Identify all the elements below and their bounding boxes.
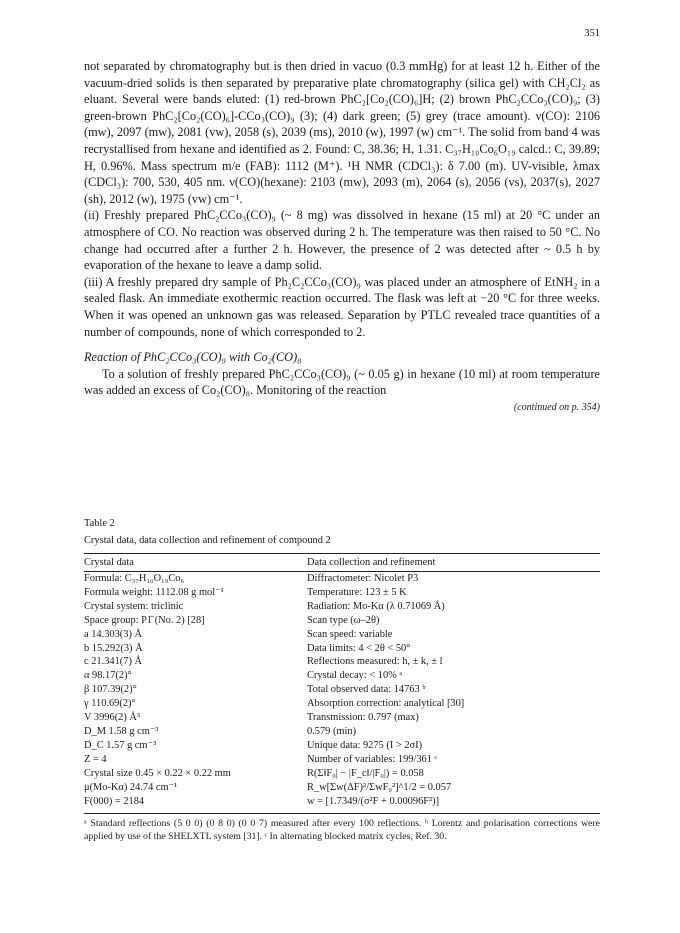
data-collection-cell: Crystal decay: < 10% ᵃ: [307, 670, 403, 682]
data-collection-cell: Number of variables: 199/361 ᶜ: [307, 753, 438, 765]
table-row: [84, 725, 600, 739]
header-data-collection: Data collection and refinement: [307, 554, 600, 572]
data-collection-cell: 0.579 (min): [307, 725, 357, 737]
data-collection-cell: R(Σ‖F₀| − |F_c‖/|F₀|) = 0.058: [307, 767, 424, 779]
crystal-data-cell: Z = 4: [84, 753, 107, 765]
crystal-data-cell: α 98.17(2)°: [84, 670, 132, 682]
crystal-data-cell: D_C 1.57 g cm⁻³: [84, 739, 157, 751]
crystal-data-cell: γ 110.69(2)°: [84, 698, 136, 710]
crystal-data-cell: μ(Mo-Kα) 24.74 cm⁻¹: [84, 781, 178, 793]
crystal-data-cell: Crystal system: triclinic: [84, 600, 184, 612]
continued-note: (continued on p. 354): [513, 401, 600, 413]
table-row: [84, 781, 600, 795]
table-caption: Crystal data, data collection and refinement of compound 2: [84, 535, 331, 546]
table-row: [84, 753, 600, 767]
table-row: [84, 711, 600, 725]
data-collection-cell: Unique data: 9275 (I > 2σI): [307, 739, 423, 751]
data-collection-cell: Reflections measured: h, ± k, ± l: [307, 656, 443, 668]
crystal-data-cell: β 107.39(2)°: [84, 684, 137, 696]
data-collection-cell: Absorption correction: analytical [30]: [307, 698, 465, 710]
table-row: [84, 739, 600, 753]
data-collection-cell: Diffractometer: Nicolet P3: [307, 573, 419, 584]
crystal-data-table: [84, 553, 600, 811]
paragraph-1: not separated by chromatography but is then dried in vacuo (0.3 mmHg) for at least 12 h. Either of the vacuum-dried solids is then separated by preparative plate chromatography (silica gel) with CH₂Cl₂ as eluant. Several were bands eluted: (1) red-brown PhC₂[Co₂(CO)₆]H; (2) brown PhC₂CCo₃(CO)₉; (3) green-brown PhC₂[Co₂(CO)₆]-CCo₃(CO)₉ (3); (4) dark green; (5) grey (trace amount). ν(CO): 2106 (mw), 2097 (mw), 2081 (vw), 2058 (s), 2039 (ms), 2010 (w), 1997 (w) cm⁻¹. The solid from band 4 was recrystallised from hexane and identified as 2. Found: C, 38.36; H, 1.31. C₃₇H₁₀Co₆O₁₉ calcd.: C, 39.89; H, 0.96%. Mass spectrum m/e (FAB): 1112 (M⁺). ¹H NMR (CDCl₃): δ 7.00 (m). UV-visible, λmax (CDCl₃): 700, 530, 405 nm. ν(CO)(hexane): 2103 (mw), 2093 (m), 2064 (s), 2056 (vs), 2037(s), 2027 (sh), 2012 (w), 1975 (vw) cm⁻¹.: [84, 59, 600, 206]
data-collection-cell: Scan speed: variable: [307, 628, 393, 640]
table-row: [84, 586, 600, 600]
crystal-data-cell: Crystal size 0.45 × 0.22 × 0.22 mm: [84, 767, 231, 779]
table-row: [84, 795, 600, 812]
table-row: [84, 697, 600, 711]
crystal-data-cell: Space group: P1̄ (No. 2) [28]: [84, 614, 205, 626]
table-row: [84, 767, 600, 781]
table-body: [84, 572, 600, 812]
header-crystal-data: Crystal data: [84, 554, 307, 572]
table-row: [84, 683, 600, 697]
data-collection-cell: Transmission: 0.797 (max): [307, 712, 419, 724]
table-footnotes: ᵃ Standard reflections (5 0 0) (0 8 0) (0 0 7) measured after every 100 reflections. ᵇ Lorentz and polarisation corrections were applied by use of the SHELXTL system [31]. ᶜ In alternating blocked matrix cycles, Ref. 30.: [84, 818, 600, 843]
section-heading: Reaction of PhC₂CCo₃(CO)₉ with Co₂(CO)₈: [84, 350, 302, 365]
paragraph-2: (ii) Freshly prepared PhC₂CCo₃(CO)₉ (~ 8 mg) was dissolved in hexane (15 ml) at 20 °C under an atmosphere of CO. No reaction was observed during 2 h. The temperature was then raised to 50 °C. No change had occurred after a further 2 h. However, the presence of 2 was detected after ~ 0.5 h by evaporation of the hexane to leave a damp solid.: [84, 208, 600, 273]
page-number: 351: [584, 28, 600, 39]
data-collection-cell: Radiation: Mo-Kα (λ 0.71069 Å): [307, 600, 445, 612]
crystal-data-cell: F(000) = 2184: [84, 795, 145, 807]
section-paragraph: To a solution of freshly prepared PhC₂CCo₃(CO)₉ (~ 0.05 g) in hexane (10 ml) at room temperature was added an excess of Co₂(CO)₈. Monitoring of the reaction: [84, 366, 600, 398]
table-row: [84, 628, 600, 642]
crystal-data-cell: V 3996(2) Å³: [84, 712, 141, 724]
data-collection-cell: Total observed data: 14763 ᵇ: [307, 684, 426, 696]
crystal-data-cell: Formula: C₃₇H₁₀O₁₉Co₆: [84, 573, 185, 584]
table-title: Table 2: [84, 518, 115, 529]
table-row: [84, 572, 600, 586]
table-row: [84, 642, 600, 656]
crystal-data-table-block: [84, 517, 600, 843]
paragraph-3: (iii) A freshly prepared dry sample of Ph₂C₂CCo₃(CO)₉ was placed under an atmosphere of EtNH₂ in a sealed flask. An immediate exothermic reaction occurred. The flask was left at −20 °C for three weeks. When it was opened an unknown gas was released. Separation by PTLC revealed trace quantities of a number of compounds, none of which corresponded to 2.: [84, 274, 600, 339]
table-row: [84, 600, 600, 614]
crystal-data-cell: c 21.341(7) Å: [84, 656, 143, 668]
crystal-data-cell: a 14.303(3) Å: [84, 628, 143, 640]
data-collection-cell: w = [1.7349/(σ²F + 0.00096F²)]: [307, 795, 440, 807]
crystal-data-cell: b 15.292(3) Å: [84, 642, 143, 654]
table-row: [84, 655, 600, 669]
data-collection-cell: Scan type (ω–2θ): [307, 614, 380, 626]
crystal-data-cell: D_M 1.58 g cm⁻³: [84, 725, 159, 737]
table-bottom-rule: [84, 813, 600, 814]
table-header-row: [84, 554, 600, 572]
data-collection-cell: Data limits: 4 < 2θ < 50°: [307, 642, 411, 654]
data-collection-cell: Temperature: 123 ± 5 K: [307, 586, 407, 598]
body-text: [84, 58, 600, 416]
table-row: [84, 614, 600, 628]
table-row: [84, 669, 600, 683]
data-collection-cell: R_w[Σw(ΔF)²/ΣwF₀²]^1/2 = 0.057: [307, 781, 452, 793]
crystal-data-cell: Formula weight: 1112.08 g mol⁻¹: [84, 586, 224, 598]
